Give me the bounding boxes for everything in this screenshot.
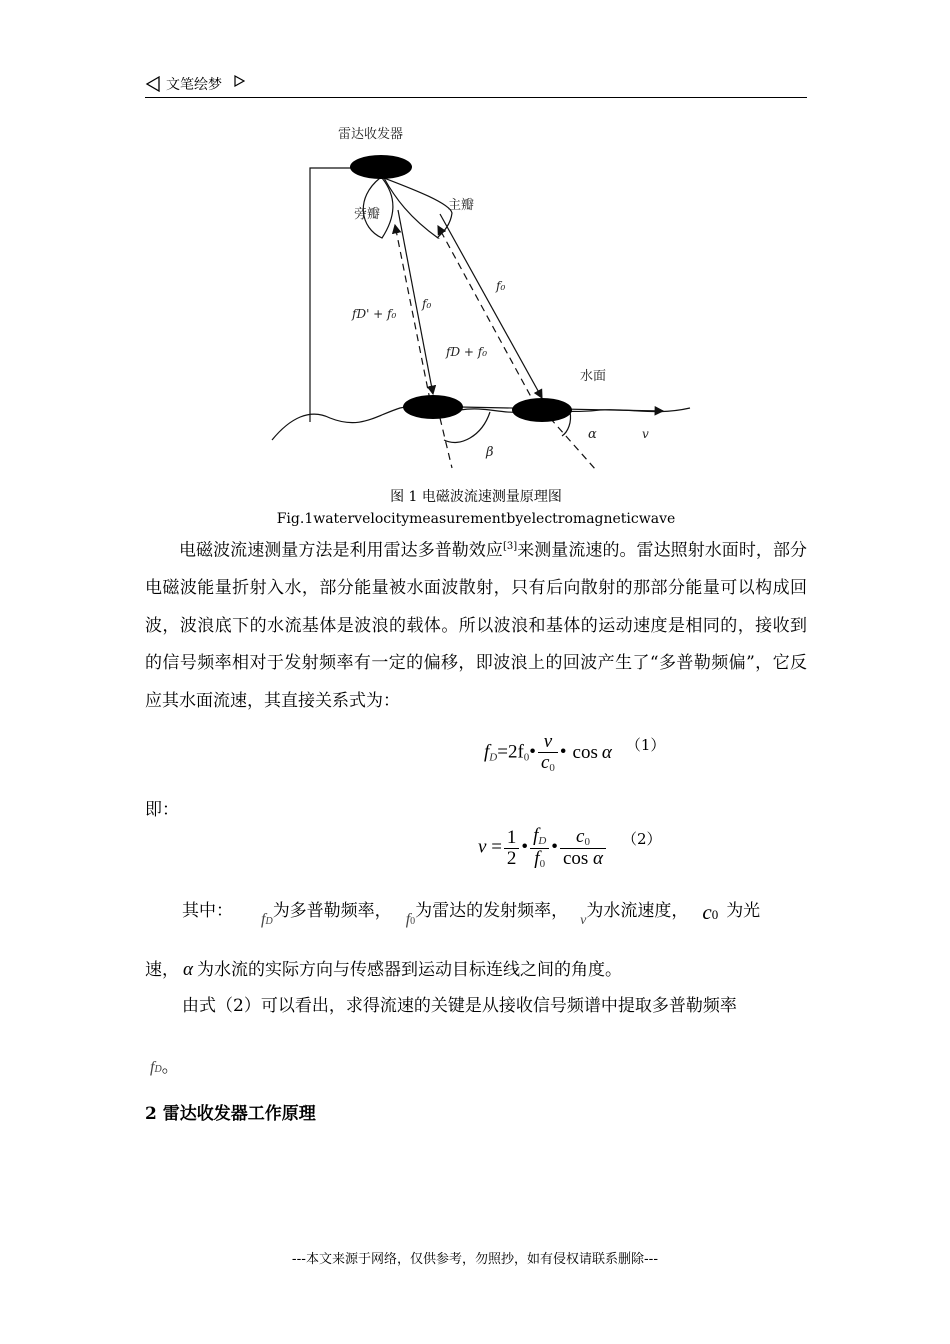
where-v-desc: 为水流速度，	[586, 901, 689, 921]
eq2-c0: c	[576, 825, 585, 847]
figure-caption-cn: 图 1 电磁波流速测量原理图	[390, 489, 562, 505]
main-lobe-shape	[384, 178, 452, 238]
triangle-left-outline-icon	[145, 76, 161, 92]
eq2-fd-sub: D	[538, 835, 547, 847]
eq1-dot-1: •	[529, 741, 536, 763]
side-extension-dashed	[440, 418, 452, 468]
label-beta: β	[486, 445, 494, 460]
where-f0-f: f	[405, 911, 411, 928]
header-divider	[145, 97, 807, 98]
target-ellipse-right	[512, 398, 572, 422]
eq1-cos: cos	[572, 741, 598, 763]
eq1-lhs: f	[484, 741, 490, 763]
footer-disclaimer: ---本文来源于网络，仅供参考，勿照抄，如有侵权请联系删除---	[291, 1252, 659, 1267]
label-water-surface: 水面	[580, 369, 607, 384]
equation-1	[484, 732, 665, 774]
eq1-den-sub: 0	[549, 761, 555, 774]
eq1-dot-2: •	[559, 741, 567, 763]
where-f0-sub: 0	[410, 916, 416, 927]
where-c0-desc: 为光	[726, 901, 761, 921]
eq1-lhs-sub: D	[489, 751, 498, 764]
label-side-lobe: 旁瓣	[354, 207, 381, 222]
label-v: v	[642, 427, 649, 441]
para3-end: 。	[161, 1057, 179, 1077]
label-alpha: α	[588, 427, 597, 442]
equation-2	[478, 826, 662, 870]
eq2-half-num: 1	[504, 828, 520, 849]
where-fd-desc: 为多普勒频率，	[272, 901, 392, 921]
para3-fd: f	[150, 1059, 155, 1076]
header-brand	[145, 74, 245, 94]
label-f0-side: f₀	[422, 297, 432, 311]
where-v-sym: v	[580, 913, 587, 928]
eq2-cos: cos	[562, 848, 589, 870]
triangle-right-outline-icon	[233, 75, 245, 87]
para3-fd-sub: D	[154, 1064, 162, 1075]
figure-caption-en: Fig.1watervelocitymeasurementbyelectromagneticwave	[276, 511, 676, 527]
para1-text-b: 来测量流速的。雷达照射水面时，部分电磁波能量折射入水，部分能量被水面波散射，只有后向散射的那部分能量可以构成回波，波浪底下的水流基体是波浪的载体。所以波浪和基体的运动速度是相同的，接收到的信号频率相对于发射频率有一定的偏移，即波浪上的回波产生了“多普勒频偏”，它反应其水面流速，其直接关系式为：	[145, 540, 808, 711]
para1-text-a: 电磁波流速测量方法是利用雷达多普勒效应	[179, 540, 503, 561]
eq2-c0-sub: 0	[584, 835, 590, 848]
water-wave-line	[272, 406, 690, 440]
main-ray-solid	[440, 214, 542, 398]
section-heading: 2 雷达收发器工作原理	[145, 1104, 316, 1124]
where-f0-sym	[406, 911, 415, 928]
eq1-alpha: α	[601, 741, 612, 763]
where-f0-desc: 为雷达的发射频率，	[415, 901, 569, 921]
where-line2-start: 速，	[145, 960, 179, 980]
where-intro: 其中：	[182, 901, 233, 921]
eq2-dot-2: •	[551, 836, 558, 858]
eq1-two-f: =2f	[497, 741, 524, 763]
eq2-dot-1: •	[521, 836, 529, 858]
main-ray-dashed	[438, 226, 536, 406]
eq1-num: v	[538, 732, 558, 753]
where-c0-sub: 0	[711, 907, 719, 922]
header-brand-text: 文笔绘梦	[166, 77, 222, 93]
label-fd-side: fD' + f₀	[352, 307, 397, 321]
where-line-2	[145, 955, 622, 981]
ji-label: 即：	[145, 800, 179, 820]
eq2-alpha: α	[593, 848, 604, 870]
label-transceiver: 雷达收发器	[338, 127, 404, 142]
eq1-fraction	[538, 732, 558, 774]
eq1-number: （1）	[625, 735, 666, 754]
eq1-f0-sub: 0	[523, 751, 530, 764]
where-alpha-sym: α	[183, 959, 193, 980]
label-fd-main: fD + f₀	[446, 345, 487, 359]
eq2-frac-c	[560, 827, 606, 869]
where-line-1	[182, 896, 760, 929]
eq2-f0-sub: 0	[539, 857, 546, 870]
where-fd-sub: D	[265, 916, 273, 927]
eq2-half-den: 2	[506, 847, 517, 869]
eq2-v: v	[478, 836, 487, 858]
where-alpha-desc: 为水流的实际方向与传感器到运动目标连线之间的角度。	[196, 960, 622, 980]
eq1-den: c	[540, 751, 550, 773]
where-c0-c: c	[702, 900, 712, 924]
doppler-measurement-figure	[260, 118, 700, 478]
mount-pole	[310, 168, 352, 422]
citation-ref: [3]	[502, 541, 518, 552]
eq2-number: （2）	[622, 830, 662, 849]
eq2-frac-f	[530, 826, 549, 870]
label-f0-main: f₀	[496, 279, 506, 293]
label-main-lobe: 主瓣	[448, 198, 475, 213]
radar-transceiver-ellipse	[350, 155, 412, 179]
target-ellipse-left	[403, 395, 463, 419]
eq2-fd: f	[533, 825, 539, 846]
where-fd-f: f	[261, 911, 266, 928]
eq2-f0: f	[534, 847, 540, 869]
paragraph-intro	[145, 528, 807, 720]
main-extension-dashed	[550, 418, 596, 470]
side-ray-dashed	[395, 225, 430, 400]
paragraph-conclusion: 由式（2）可以看出，求得流速的关键是从接收信号频谱中提取多普勒频率	[182, 996, 737, 1016]
paragraph-conclusion-end	[150, 1052, 179, 1077]
where-c0-sym	[702, 900, 718, 924]
eq2-eq: =	[486, 836, 502, 858]
where-fd-sym	[261, 911, 273, 928]
eq2-half	[504, 828, 520, 869]
